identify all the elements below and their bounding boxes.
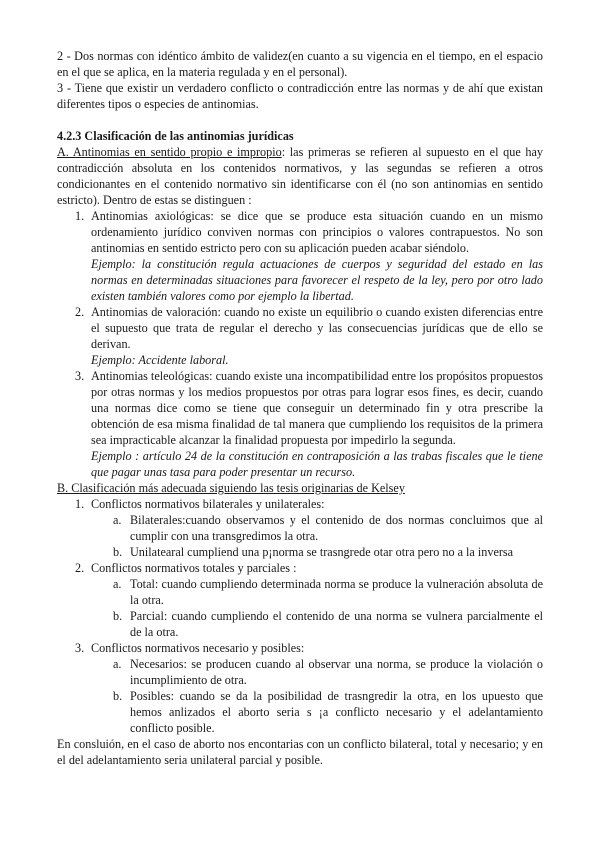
list-item-text: Conflictos normativos totales y parciales :: [91, 561, 297, 575]
section-a-title: A. Antinomias en sentido propio e impropio: [57, 145, 282, 159]
section-a-paragraph: [57, 144, 543, 208]
list-item-text: Antinomias teleológicas: cuando existe una incompatibilidad entre los propósitos propuestos por otras normas y los medios propuestos por otras para lograr esos fines, es decir, cuando una normas dice como se tiene que conseguir un determinado fin y otra prescribe la obtención de esa misma finalidad de tal manera que cumpliendo los requisitos de la primera sea impracticable alcanzar la finalidad propuesta por impedirlo la segunda.: [91, 369, 543, 447]
sub-list-letter: a.: [113, 513, 122, 527]
list-number: 1.: [75, 497, 85, 511]
list-number: 2.: [75, 305, 85, 319]
list-item: [57, 560, 543, 576]
list-number: 1.: [75, 209, 85, 223]
sub-list-text: Bilaterales:cuando observamos y el contenido de dos normas concluimos que al cumplir con una transgredimos la otra.: [130, 513, 543, 543]
sub-list-text: Parcial: cuando cumpliendo el contenido de una norma se vulnera parcialmente el de la otra.: [130, 609, 543, 639]
list-item: [57, 640, 543, 656]
sub-list-text: Total: cuando cumpliendo determinada norma se produce la vulneración absoluta de la otra.: [130, 577, 543, 607]
section-heading: 4.2.3 Clasificación de las antinomias jurídicas: [57, 129, 294, 143]
list-item-example: Ejemplo : artículo 24 de la constitución en contraposición a las trabas fiscales que le tiene que pagar unas tasa para poder presentar un recurso.: [91, 449, 543, 479]
list-number: 3.: [75, 641, 85, 655]
list-item-text: Conflictos normativos necesario y posibles:: [91, 641, 305, 655]
paragraph-condition-3: 3 - Tiene que existir un verdadero conflicto o contradicción entre las normas y de ahí que existan diferentes tipos o especies de antinomias.: [57, 81, 543, 111]
list-item: [57, 208, 543, 304]
list-item-example: Ejemplo: Accidente laboral.: [91, 353, 229, 367]
sub-list-text: Posibles: cuando se da la posibilidad de trasngredir la otra, en los upuesto que hemos anlizados el aborto seria s ¡a conflicto necesario y el adelantamiento conflicto posible.: [130, 689, 543, 735]
sub-list-letter: b.: [113, 545, 123, 559]
list-number: 3.: [75, 369, 85, 383]
list-item: [57, 304, 543, 368]
document-page: [57, 48, 543, 768]
sub-list-item: [57, 656, 543, 688]
section-b-title: B. Clasificación más adecuada siguiendo las tesis originarias de Kelsey: [57, 481, 405, 495]
sub-list-text: Necesarios: se producen cuando al observar una norma, se produce la violación o incumplimiento de otra.: [130, 657, 543, 687]
sub-list-item: [57, 512, 543, 544]
paragraph-condition-2: 2 - Dos normas con idéntico ámbito de validez(en cuanto a su vigencia en el tiempo, en el espacio en el que se aplica, en la materia regulada y en el personal).: [57, 49, 543, 79]
list-item: [57, 496, 543, 512]
conclusion-paragraph: En consluión, en el caso de aborto nos encontarias con un conflicto bilateral, total y necesario; y en el del adelantamiento seria unilateral parcial y posible.: [57, 737, 543, 767]
sub-list-letter: a.: [113, 577, 122, 591]
list-number: 2.: [75, 561, 85, 575]
list-item-example: Ejemplo: la constitución regula actuaciones de cuerpos y seguridad del estado en las normas en determinadas situaciones para favorecer el respeto de la ley, pero por otro lado existen también valores como por ejemplo la libertad.: [91, 257, 543, 303]
sub-list-text: Unilatearal cumpliend una p¡norma se trasngrede otar otra pero no a la inversa: [130, 545, 514, 559]
list-item-text: Conflictos normativos bilaterales y unilaterales:: [91, 497, 325, 511]
sub-list-item: [57, 608, 543, 640]
sub-list-letter: a.: [113, 657, 122, 671]
list-item: [57, 368, 543, 480]
sub-list-item: [57, 576, 543, 608]
sub-list-item: [57, 688, 543, 736]
sub-list-letter: b.: [113, 609, 123, 623]
sub-list-letter: b.: [113, 689, 123, 703]
sub-list-item: [57, 544, 543, 560]
list-item-text: Antinomias axiológicas: se dice que se produce esta situación cuando en un mismo ordenamiento jurídico conviven normas con principios o valores contrapuestos. No son antinomias en sentido estricto pero con su aplicación pueden acabar siéndolo.: [91, 209, 543, 255]
list-item-text: Antinomias de valoración: cuando no existe un equilibrio o cuando existen diferencias entre el supuesto que trata de regular el derecho y las consecuencias jurídicas que de ello se derivan.: [91, 305, 543, 351]
section-a-text: : las primeras se refieren al supuesto en el que hay contradicción absoluta en los contenidos normativos, y las segundas se refieren a otros condicionantes en el contenido normativo sin identificarse con él (no son antinomias en sentido estricto). Dentro de estas se distinguen :: [57, 145, 543, 207]
